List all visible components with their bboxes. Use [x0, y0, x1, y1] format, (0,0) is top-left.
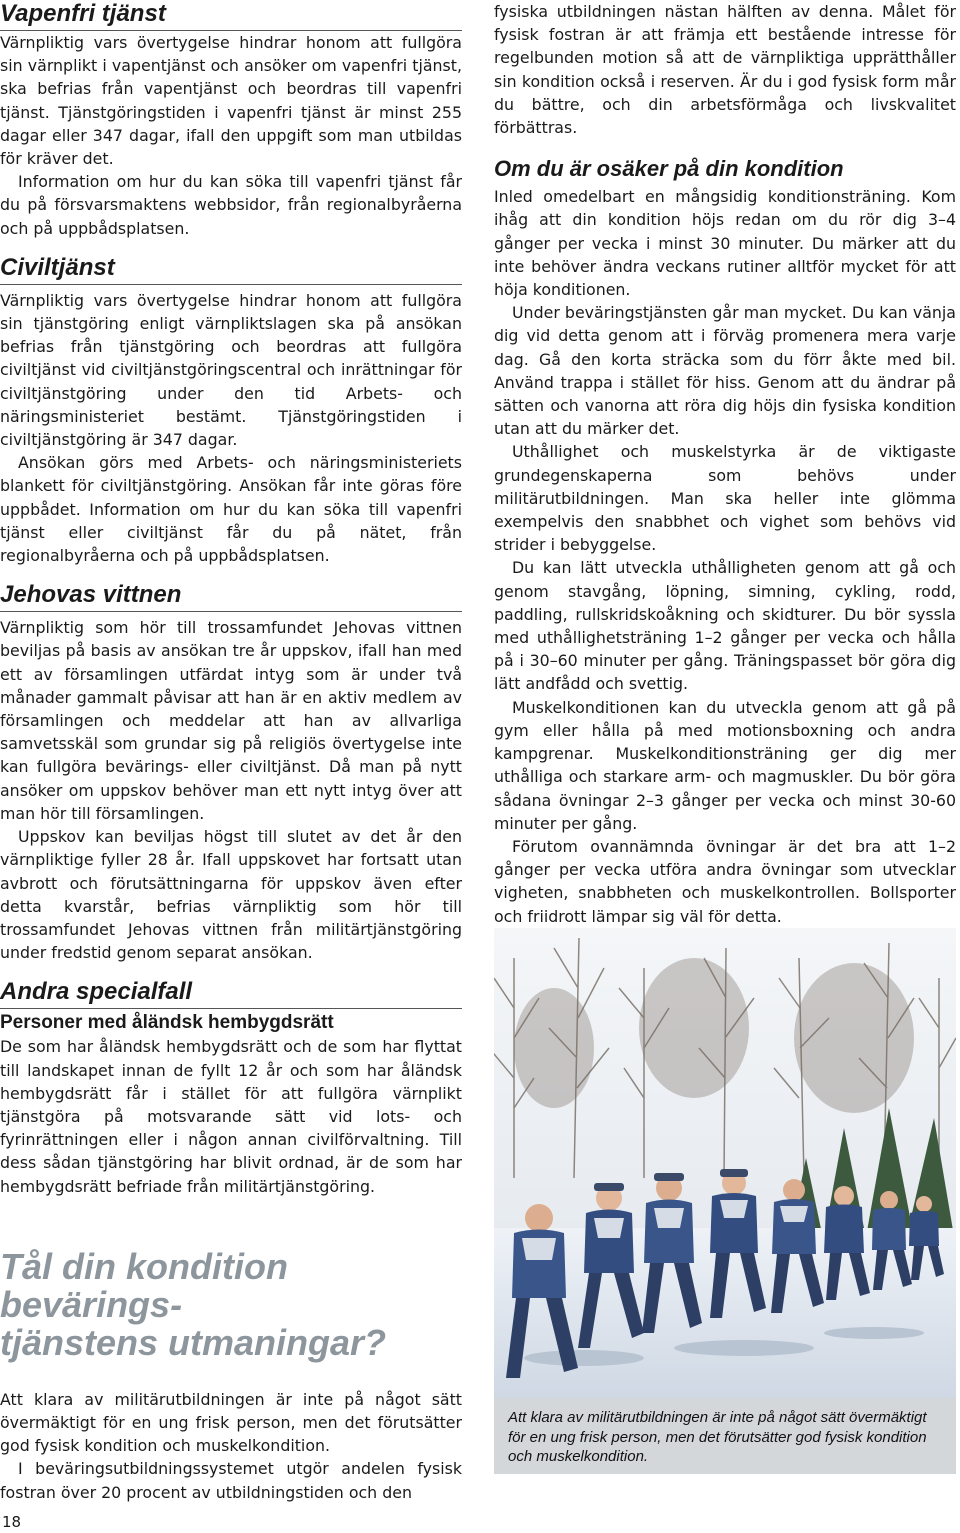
heading-civiltjanst: Civiltjänst — [0, 254, 462, 285]
kondition-paragraph-2: I beväringsutbildningssystemet utgör andelen fysisk fostran över 20 procent av utbildningstiden och den — [0, 1459, 462, 1502]
heading-andra-specialfall: Andra specialfall — [0, 978, 462, 1009]
civil-paragraph-2: Ansökan görs med Arbets- och näringsministeriets blankett för civiltjänstgöring. Ansökan får inte göras före uppbådet. Information om hur du kan söka till vapenfri tjänst eller civiltjänst får du på nätet, från regionalbyråerna och på uppbådsplatsen. — [0, 453, 462, 566]
kondition-heading — [0, 1245, 462, 1363]
kondition-paragraph-1: Att klara av militärutbildningen är inte på något sätt övermäktigt för en ung frisk person, men det förutsätter god fysisk kondition och muskelkondition. — [0, 1389, 462, 1456]
heading-osaker-kondition: Om du är osäker på din kondition — [494, 156, 844, 182]
right-paragraph-6: Förutom ovannämnda övningar är det bra att 1–2 gånger per vecka utföra andra övningar som utvecklar vigheten, snabbheten och muskelkontrollen. Bollsporter och friidrott lämpar sig väl för detta. — [494, 836, 956, 926]
right-paragraph-2: Under beväringstjänsten går man mycket. Du kan vänja dig vid detta genom att i förväg promenera mera varje dag. Gå den korta sträcka som du förr åkte med bil. Använd trappa i stället för hiss. Genom att du ändrar på sätten och vanorna att röra dig höjs din fysiska kondition utan att du märker det. — [494, 303, 956, 439]
right-paragraph-5: Muskelkonditionen kan du utveckla genom att gå på gym eller hålla på med motionsboxning och andra kampgrenar. Muskelkonditionsträning ger dig mer uthålliga och starkare arm- och magmuskler. Du bör göra sådana övningar 2–3 gånger per vecka och minst 30-60 minuter per gång. — [494, 697, 956, 833]
right-paragraph-4: Du kan lätt utveckla uthålligheten genom att gå och genom stavgång, löpning, simning, cykling, rodd, paddling, rullskridskoåkning och skidturer. Du bör syssla med uthållighetsträning 1–2 gånger per vecka och hålla på i 30–60 minuter per gång. Träningspasset bör göra dig lätt andfådd och svettig. — [494, 558, 956, 694]
photo-soldiers-running-in-snow — [494, 928, 956, 1398]
jehovas-paragraph-1: Värnpliktig som hör till trossamfundet Jehovas vittnen beviljas på basis av ansökan tre år uppskov, ifall han med ett av församlingen utfärdat intyg som är under två månader gammalt påvisar att han är en aktiv medlem av församlingen och meddelar att han av allvarliga samvetsskäl som grundar sig på religiös övertygelse inte kan fullgöra bevärings- eller civiltjänst. Då man på nytt ansöker om uppskov behöver man ett nytt intyg över att man hör till församlingen. — [0, 618, 462, 823]
right-paragraph-3: Uthållighet och muskelstyrka är de viktigaste grundegenskaperna som behövs under militärutbildningen. Man ska heller inte glömma exempelvis den snabbhet och vighet som behövs vid strider i bebyggelse. — [494, 442, 956, 555]
left-column — [0, 0, 462, 1504]
right-continuation-paragraph: fysiska utbildningen nästan hälften av denna. Målet för fysisk fostran är att främja ett bestående intresse för regelbunden motion så att de värnpliktiga upprätthåller sin kondition också i reserven. Är du i god fysisk form mår du bättre, och din arbetsförmåga och livskvalitet förbättras. — [494, 2, 956, 138]
photo-illustration — [494, 928, 956, 1398]
page-number: 18 — [2, 1513, 22, 1531]
photo-caption: Att klara av militärutbildningen är inte på något sätt övermäktigt för en ung frisk person, men det förutsätter god fysisk kondition och muskelkondition. — [494, 1398, 956, 1474]
vapenfri-paragraph-1: Värnpliktig vars övertygelse hindrar honom att fullgöra sin värnplikt i vapentjänst och ansöker om vapenfri tjänst, ska befrias från vapentjänst och beordras till vapenfri tjänst. Tjänstgöringstiden i vapenfri tjänst är minst 255 dagar eller 347 dagar, ifall den uppgift som man utbildas för kräver det. — [0, 33, 462, 169]
aland-paragraph: De som har åländsk hembygdsrätt och de som har flyttat till landskapet innan de fyllt 12 år och som har åländsk hembygdsrätt får i stället för att fullgöra värnplikt tjänstgöra på motsvarande sätt vid lots- och fyrinrättningen eller i någon annan civilförvaltning. Till dess sådan tjänstgöring har blivit ordnad, är de som har hembygdsrätt befriade från militärtjänstgöring. — [0, 1037, 462, 1196]
kondition-heading-line-2: tjänstens utmaningar? — [0, 1321, 387, 1363]
heading-jehovas: Jehovas vittnen — [0, 581, 462, 612]
right-paragraph-1: Inled omedelbart en mångsidig konditionsträning. Kom ihåg att din kondition höjs redan om du rör dig 3–4 gånger per vecka i minst 30 minuter. Du märker att du inte behöver ändra veckans rutiner alltför mycket för att höja konditionen. — [494, 187, 956, 300]
heading-vapenfri: Vapenfri tjänst — [0, 0, 462, 31]
right-column — [494, 0, 956, 928]
subheading-aland: Personer med åländsk hembygdsrätt — [0, 1012, 334, 1034]
vapenfri-paragraph-2: Information om hur du kan söka till vapenfri tjänst får du på försvarsmaktens webbsidor, från regionalbyråerna och på uppbådsplatsen. — [0, 172, 462, 238]
jehovas-paragraph-2: Uppskov kan beviljas högst till slutet av det år den värnpliktige fyller 28 år. Ifall uppskovet har fortsatt utan avbrott och förutsättningarna för uppskov även efter detta kvarstår, befrias värnpliktig som hör till trossamfundet Jehovas vittnen från militärtjänstgöring under fredstid genom separat ansökan. — [0, 827, 462, 963]
civil-paragraph-1: Värnpliktig vars övertygelse hindrar honom att fullgöra sin tjänstgöring enligt värnpliktslagen ska på ansökan befrias från tjänstgöring och beordras att fullgöra civiltjänst vid civiltjänstgöringscentral och inrättningar för civiltjänstgöring under den tid Arbets- och näringsministeriet bestämt. Tjänstgöringstiden i civiltjänstgöring är 347 dagar. — [0, 290, 462, 450]
kondition-heading-line-1: Tål din kondition bevärings- — [0, 1245, 288, 1325]
